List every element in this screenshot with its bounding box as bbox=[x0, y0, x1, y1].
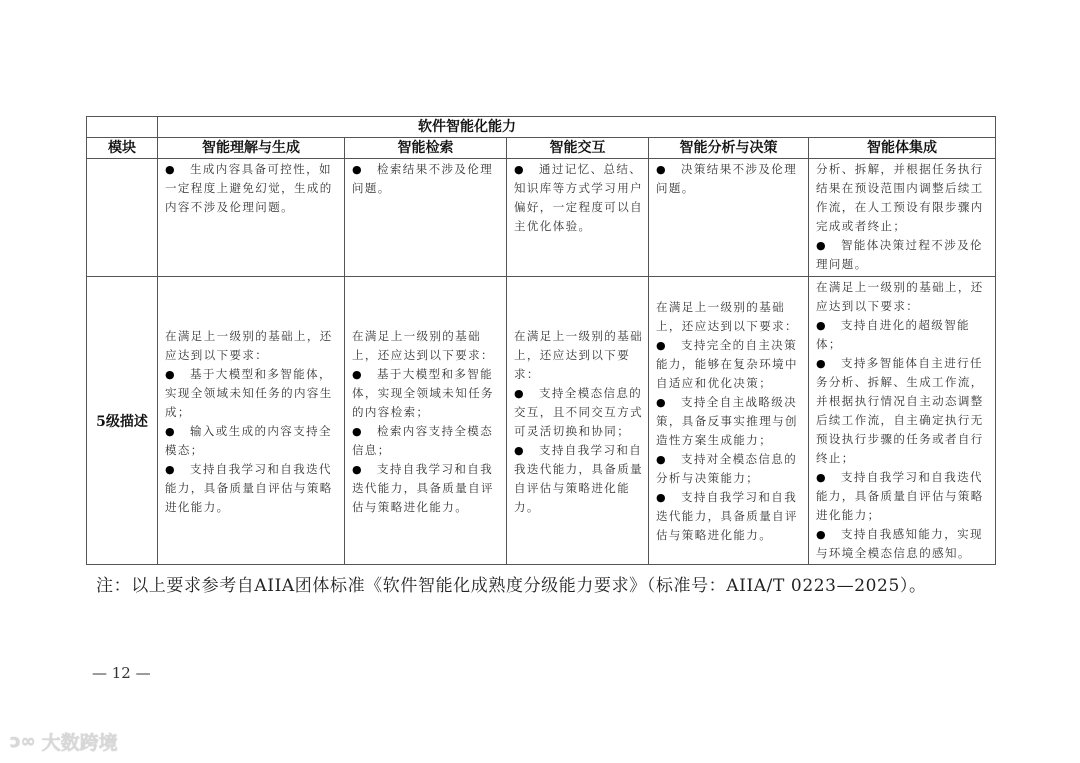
table-cell bbox=[507, 277, 649, 565]
cell-paragraph: ● 支持全模态信息的交互，且不同交互方式可灵活切换和协同； bbox=[514, 384, 643, 441]
row-label bbox=[87, 159, 158, 277]
cell-paragraph: ● 支持对全模态信息的分析与决策能力； bbox=[656, 450, 803, 488]
cell-paragraph: ● 基于大模型和多智能体，实现全领域未知任务的内容检索； bbox=[352, 365, 501, 422]
cell-paragraph: ● 支持全自主战略级决策，具备反事实推理与创造性方案生成能力； bbox=[656, 393, 803, 450]
table-row bbox=[87, 159, 996, 277]
cell-paragraph: ● 输入或生成的内容支持全模态； bbox=[165, 422, 339, 460]
cell-paragraph: 在满足上一级别的基础上，还应达到以下要求： bbox=[514, 328, 643, 381]
cell-paragraph: 分析、拆解，并根据任务执行结果在预设范围内调整后续工作流，在人工预设有限步骤内完成或者终止； bbox=[816, 162, 984, 233]
capability-table bbox=[86, 116, 996, 565]
cell-paragraph: 在满足上一级别的基础上，还应达到以下要求： bbox=[352, 328, 494, 362]
column-header-agent: 智能体集成 bbox=[809, 138, 996, 159]
cell-paragraph: ● 支持完全的自主决策能力，能够在复杂环境中自适应和优化决策； bbox=[656, 336, 803, 393]
table-cell bbox=[649, 159, 809, 277]
cell-paragraph: ● 智能体决策过程不涉及伦理问题。 bbox=[816, 236, 990, 274]
table-row bbox=[87, 277, 996, 565]
cell-paragraph: ● 支持自我学习和自我迭代能力，具备质量自评估与策略进化能力。 bbox=[656, 488, 803, 545]
cell-paragraph: ● 支持自我感知能力，实现与环境全模态信息的感知。 bbox=[816, 525, 990, 563]
table-group-header-blank bbox=[87, 117, 158, 138]
cell-paragraph: 在满足上一级别的基础上，还应达到以下要求： bbox=[656, 300, 798, 333]
cell-paragraph: ● 支持自我学习和自我迭代能力，具备质量自评估与策略进化能力。 bbox=[165, 460, 339, 517]
table-cell bbox=[809, 277, 996, 565]
cell-paragraph: 在满足上一级别的基础上，还应达到以下要求： bbox=[816, 280, 984, 313]
column-header-interaction: 智能交互 bbox=[507, 138, 649, 159]
watermark bbox=[10, 728, 118, 755]
table-cell bbox=[158, 277, 345, 565]
column-header-module: 模块 bbox=[87, 138, 158, 159]
row-label: 5级描述 bbox=[87, 277, 158, 565]
cell-paragraph: ● 生成内容具备可控性，如一定程度上避免幻觉，生成的内容不涉及伦理问题。 bbox=[165, 160, 339, 217]
cell-paragraph: ● 支持自进化的超级智能体； bbox=[816, 316, 990, 354]
watermark-logo-icon: ↄ∞ bbox=[10, 731, 36, 752]
page-number: — 12 — bbox=[92, 664, 151, 682]
footnote: 注：以上要求参考自AIIA团体标准《软件智能化成熟度分级能力要求》（标准号：AIIA/T 0223—2025）。 bbox=[96, 576, 927, 596]
cell-paragraph: ● 支持多智能体自主进行任务分析、拆解、生成工作流，并根据执行情况自主动态调整后续工作流，自主确定执行无预设执行步骤的任务或者自行终止； bbox=[816, 354, 990, 468]
cell-paragraph: ● 检索结果不涉及伦理问题。 bbox=[352, 160, 501, 198]
watermark-text: 大数跨境 bbox=[41, 732, 118, 754]
cell-paragraph: ● 支持自我学习和自我迭代能力，具备质量自评估与策略进化能力。 bbox=[352, 460, 501, 517]
table-cell bbox=[345, 159, 507, 277]
column-header-retrieval: 智能检索 bbox=[345, 138, 507, 159]
cell-paragraph: ● 通过记忆、总结、知识库等方式学习用户偏好，一定程度可以自主优化体验。 bbox=[514, 160, 643, 236]
table-group-header: 软件智能化能力 bbox=[158, 117, 996, 138]
table-cell bbox=[649, 277, 809, 565]
cell-paragraph: ● 检索内容支持全模态信息； bbox=[352, 422, 501, 460]
cell-paragraph: ● 支持自我学习和自我迭代能力，具备质量自评估与策略进化能力。 bbox=[514, 441, 643, 517]
column-header-analysis: 智能分析与决策 bbox=[649, 138, 809, 159]
table-cell bbox=[507, 159, 649, 277]
cell-paragraph: 在满足上一级别的基础上，还应达到以下要求： bbox=[165, 328, 333, 362]
cell-paragraph: ● 支持自我学习和自我迭代能力，具备质量自评估与策略进化能力； bbox=[816, 468, 990, 525]
table-cell bbox=[158, 159, 345, 277]
table-cell bbox=[809, 159, 996, 277]
column-header-understanding: 智能理解与生成 bbox=[158, 138, 345, 159]
cell-paragraph: ● 决策结果不涉及伦理问题。 bbox=[656, 160, 803, 198]
table-cell bbox=[345, 277, 507, 565]
cell-paragraph: ● 基于大模型和多智能体，实现全领域未知任务的内容生成； bbox=[165, 365, 339, 422]
